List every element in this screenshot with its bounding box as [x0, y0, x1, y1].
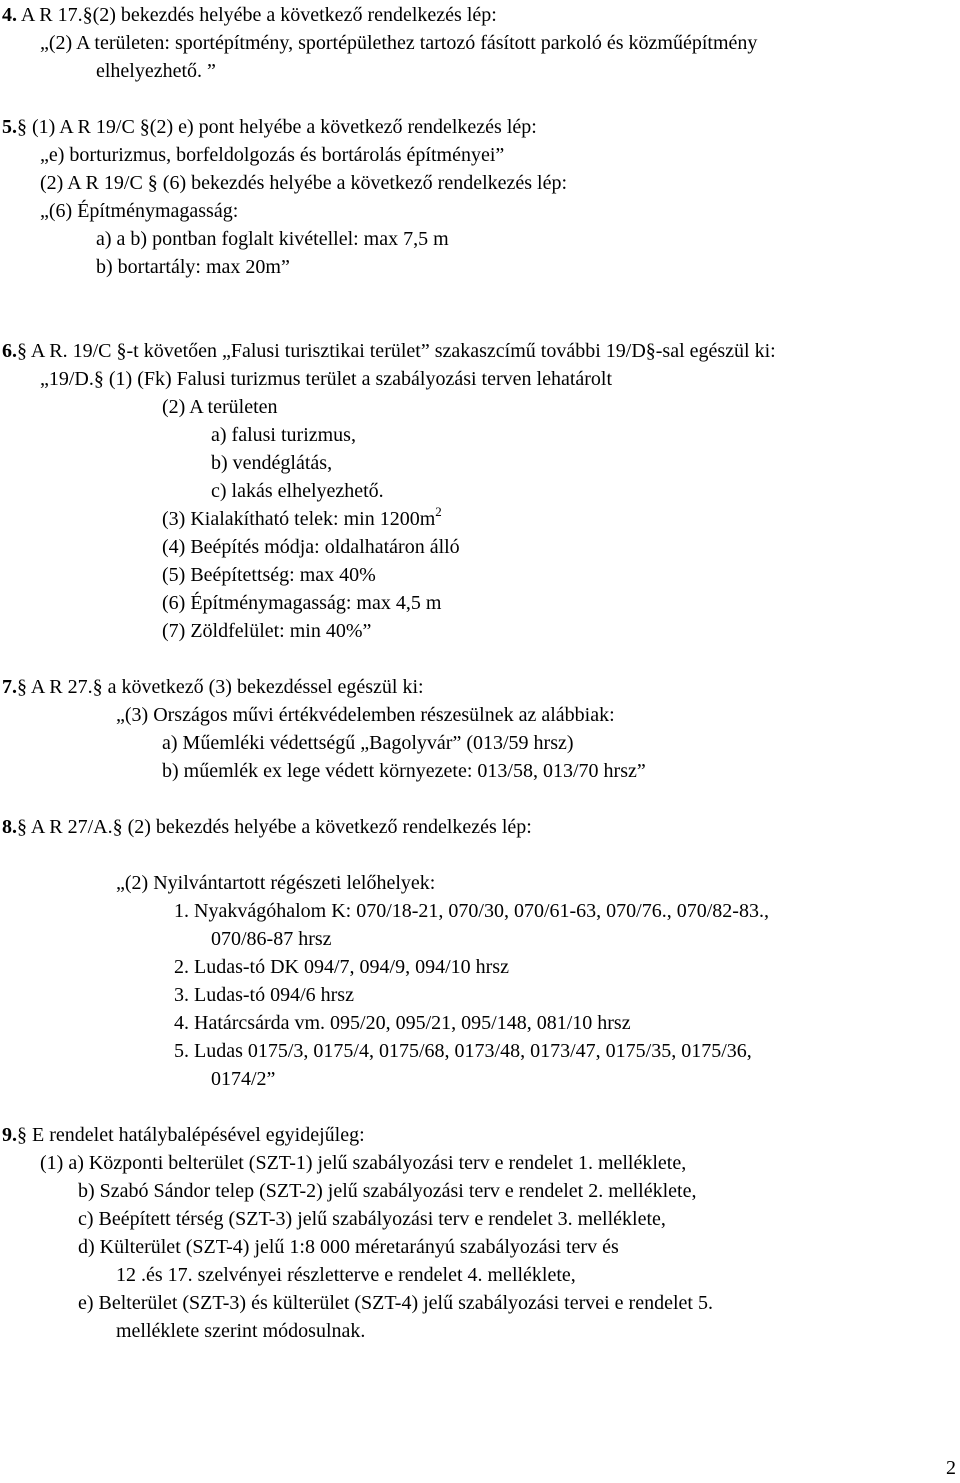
text-line: a) falusi turizmus, — [211, 424, 356, 446]
section-number: 9. — [2, 1124, 17, 1146]
text-line: (2) A területen — [162, 396, 278, 418]
section-4-heading — [2, 3, 497, 27]
page-number: 2 — [946, 1457, 956, 1479]
text-line: b) vendéglátás, — [211, 452, 333, 474]
text-line: „(2) Nyilvántartott régészeti lelőhelyek: — [116, 872, 436, 894]
text-line: a) Műemléki védettségű „Bagolyvár” (013/59 hrsz) — [162, 732, 574, 754]
text-line: (2) A R 19/C § (6) bekezdés helyébe a következő rendelkezés lép: — [40, 172, 568, 194]
text-line: (1) a) Központi belterület (SZT-1) jelű szabályozási terv e rendelet 1. melléklete, — [40, 1152, 687, 1174]
section-8-heading — [2, 815, 532, 839]
text-line-body: (3) Kialakítható telek: min 1200m — [162, 508, 436, 530]
text-line: § A R. 19/C §-t követően „Falusi turisztikai terület” szakaszcímű további 19/D§-sal egészül ki: — [17, 340, 776, 362]
text-line: a) a b) pontban foglalt kivétellel: max 7,5 m — [96, 228, 449, 250]
text-line: 2. Ludas-tó DK 094/7, 094/9, 094/10 hrsz — [174, 956, 509, 978]
section-number: 6. — [2, 340, 17, 362]
text-line: (7) Zöldfelület: min 40%” — [162, 620, 372, 642]
text-line: 0174/2” — [211, 1068, 276, 1090]
text-line: § A R 27.§ a következő (3) bekezdéssel egészül ki: — [17, 676, 424, 698]
text-line: A R 17.§(2) bekezdés helyébe a következő rendelkezés lép: — [17, 4, 497, 26]
section-9-heading — [2, 1123, 365, 1147]
text-line: d) Külterület (SZT-4) jelű 1:8 000 méretarányú szabályozási terv és — [78, 1236, 619, 1258]
section-6-heading — [2, 339, 776, 363]
text-line: „(6) Építménymagasság: — [40, 200, 239, 222]
text-line: (6) Építménymagasság: max 4,5 m — [162, 592, 442, 614]
text-line: „(3) Országos művi értékvédelemben részesülnek az alábbiak: — [116, 704, 615, 726]
text-line: „(2) A területen: sportépítmény, sportépülethez tartozó fásított parkoló és közműépítmény — [40, 32, 758, 54]
text-line: 070/86-87 hrsz — [211, 928, 332, 950]
text-line: 12 .és 17. szelvényei részletterve e rendelet 4. melléklete, — [116, 1264, 576, 1286]
text-line: e) Belterület (SZT-3) és külterület (SZT-4) jelű szabályozási tervei e rendelet 5. — [78, 1292, 713, 1314]
text-line: § E rendelet hatálybalépésével egyidejűleg: — [17, 1124, 365, 1146]
text-line: b) műemlék ex lege védett környezete: 013/58, 013/70 hrsz” — [162, 760, 646, 782]
text-line: c) lakás elhelyezhető. — [211, 480, 384, 502]
text-line: „19/D.§ (1) (Fk) Falusi turizmus terület a szabályozási terven lehatárolt — [40, 368, 613, 390]
text-line: b) bortartály: max 20m” — [96, 256, 290, 278]
text-line: § (1) A R 19/C §(2) e) pont helyébe a következő rendelkezés lép: — [17, 116, 537, 138]
text-line: melléklete szerint módosulnak. — [116, 1320, 366, 1342]
text-line: (5) Beépítettség: max 40% — [162, 564, 376, 586]
text-line: (4) Beépítés módja: oldalhatáron álló — [162, 536, 460, 558]
section-number: 5. — [2, 116, 17, 138]
text-line: „e) borturizmus, borfeldolgozás és bortárolás építményei” — [40, 144, 505, 166]
text-line: 5. Ludas 0175/3, 0175/4, 0175/68, 0173/48, 0173/47, 0175/35, 0175/36, — [174, 1040, 752, 1062]
text-line: 1. Nyakvágóhalom K: 070/18-21, 070/30, 070/61-63, 070/76., 070/82-83., — [174, 900, 769, 922]
section-7-heading — [2, 675, 424, 699]
text-line: c) Beépített térség (SZT-3) jelű szabályozási terv e rendelet 3. melléklete, — [78, 1208, 666, 1230]
text-line: b) Szabó Sándor telep (SZT-2) jelű szabályozási terv e rendelet 2. melléklete, — [78, 1180, 697, 1202]
text-line — [162, 504, 442, 533]
section-5-heading — [2, 115, 537, 139]
text-line: elhelyezhető. ” — [96, 60, 216, 82]
text-line: 4. Határcsárda vm. 095/20, 095/21, 095/148, 081/10 hrsz — [174, 1012, 631, 1034]
text-line: § A R 27/A.§ (2) bekezdés helyébe a következő rendelkezés lép: — [17, 816, 532, 838]
section-number: 7. — [2, 676, 17, 698]
text-line: 3. Ludas-tó 094/6 hrsz — [174, 984, 354, 1006]
superscript: 2 — [435, 504, 442, 519]
section-number: 8. — [2, 816, 17, 838]
section-number: 4. — [2, 4, 17, 26]
